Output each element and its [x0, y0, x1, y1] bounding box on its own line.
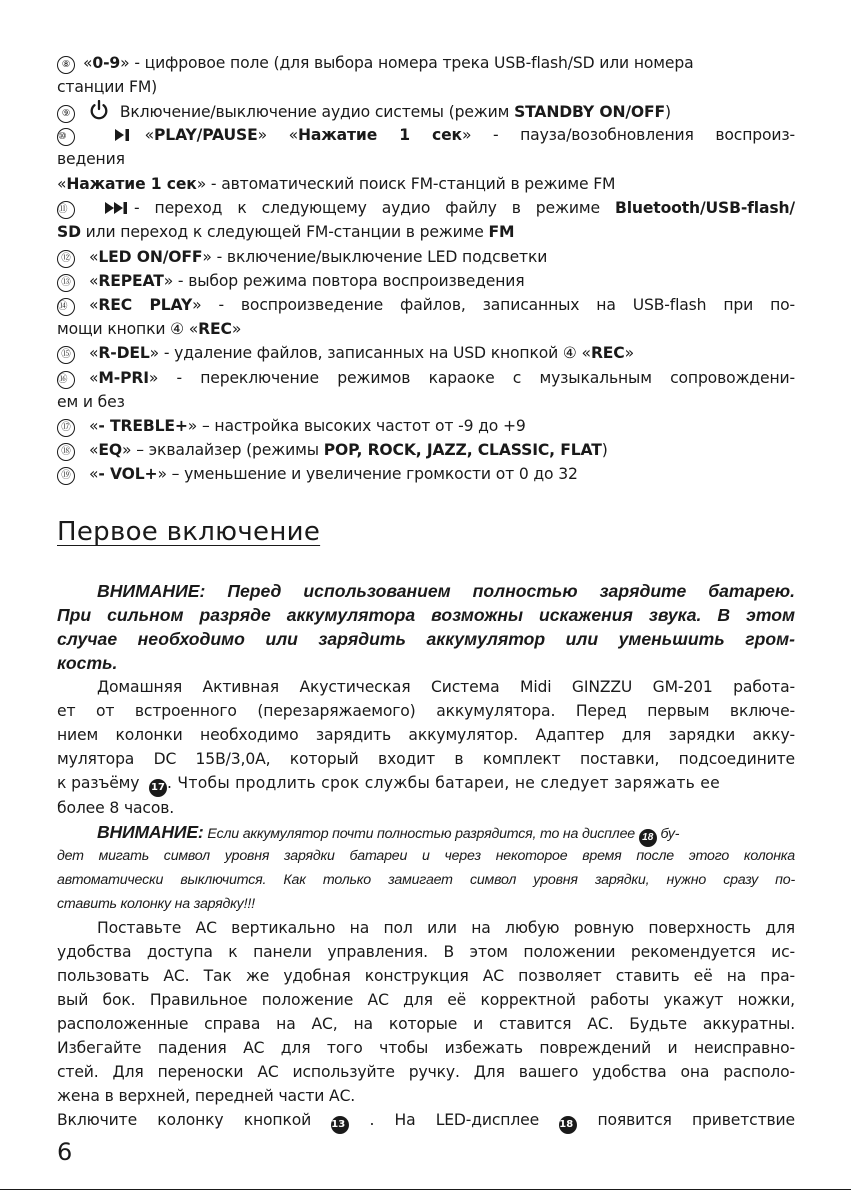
text: » - цифровое поле (для выбора номера трека USB-flash/SD или номера [120, 54, 694, 72]
key-label: PLAY/PAUSE [154, 126, 258, 144]
number-badge: ⑯ [57, 371, 75, 389]
text: » [231, 320, 242, 338]
note-line-4: ставить колонку на зарядку!!! [57, 896, 255, 912]
text: ) [601, 441, 608, 459]
para1-line-4: мулятора DC 15В/3,0А, который входит в комплект поставки, подсоедините [57, 750, 795, 768]
bottom-rule [0, 1189, 851, 1190]
key-label: SD [57, 223, 81, 241]
text: Если аккумулятор почти полностью разрядится, то на дисплее [203, 826, 639, 842]
text: « [57, 175, 67, 193]
text: « [144, 126, 155, 144]
number-badge: ⑭ [57, 298, 75, 316]
para1-line-6: более 8 часов. [57, 799, 175, 817]
text: » - автоматический поиск FM-станций в режиме FM [196, 175, 616, 193]
list-item-14-cont [57, 318, 795, 341]
display-badge-18: 18 [639, 829, 657, 847]
text: » - воспроизведение файлов, записанных на USB-flash при по- [192, 296, 795, 314]
key-label: - VOL+ [98, 465, 158, 483]
text: ем и без [57, 393, 125, 411]
para2-line-4: вый бок. Правильное положение АС для её корректной работы укажут ножки, [57, 991, 795, 1009]
text: » – эквалайзер (режимы [122, 441, 324, 459]
section-title: Первое включение [57, 517, 321, 547]
note-line-3: автоматически выключится. Как только замигает символ уровня зарядки, нужно сразу по- [57, 872, 795, 888]
number-badge: ⑫ [57, 250, 75, 268]
text: или переход к следующей FM-станции в режиме [80, 223, 489, 241]
list-item-11-cont [57, 221, 795, 244]
list-item-19 [57, 463, 795, 486]
warning-line-4: кость. [57, 653, 118, 673]
list-item-17 [57, 415, 795, 438]
text: » - переключение режимов караоке с музыкальным сопровождени- [148, 369, 795, 387]
text: мощи кнопки ④ « [57, 320, 199, 338]
key-label: REPEAT [98, 272, 164, 290]
connector-badge-17: 17 [149, 779, 167, 797]
list-item-16 [57, 367, 795, 390]
para1-line-3: нием колонки необходимо зарядить аккумулятор. Адаптер для зарядки акку- [57, 726, 795, 744]
list-item-10-cont [57, 148, 795, 171]
next-track-icon [104, 200, 130, 216]
text: ведения [57, 150, 125, 168]
number-badge: ⑱ [57, 443, 75, 461]
text: » « [257, 126, 299, 144]
display-badge-18: 18 [559, 1116, 577, 1134]
text: - переход к следующему аудио файлу в режиме [134, 199, 615, 217]
text: » - выбор режима повтора воспроизведения [163, 272, 525, 290]
text: » [624, 344, 634, 362]
para2-line-2: удобства доступа к панели управления. В этом положении рекомендуется ис- [57, 943, 795, 961]
power-icon [88, 100, 110, 120]
text: » – уменьшение и увеличение громкости от 0 до 32 [157, 465, 578, 483]
text: « [89, 369, 99, 387]
list-item-16-cont [57, 391, 795, 414]
list-item-12 [57, 246, 795, 269]
text: Включение/выключение аудио системы (режим [119, 103, 515, 121]
text: к разъёму [57, 774, 140, 792]
para1-line-1: Домашняя Активная Акустическая Система Midi GINZZU GM-201 работа- [97, 678, 795, 696]
list-item-13 [57, 270, 795, 293]
warning-line-2: При сильном разряде аккумулятора возможны искажения звука. В этом [57, 605, 795, 625]
key-label: POP, ROCK, JAZZ, CLASSIC, FLAT [323, 441, 602, 459]
text: ) [665, 103, 671, 121]
list-item-10 [57, 124, 795, 147]
page-number: 6 [57, 1138, 73, 1166]
key-label: - TREBLE+ [98, 417, 188, 435]
key-label: 0-9 [92, 54, 121, 72]
text: « [89, 272, 99, 290]
text: Включите колонку кнопкой [57, 1111, 312, 1129]
number-badge: ⑧ [57, 56, 75, 74]
text: появится приветствие [597, 1111, 795, 1129]
text: » - удаление файлов, записанных на USD кнопкой ④ « [149, 344, 591, 362]
para1-line-2: ет от встроенного (перезаряжаемого) аккумулятора. Перед первым включе- [57, 702, 795, 720]
number-badge: ⑬ [57, 274, 75, 292]
number-badge: ⑰ [57, 419, 75, 437]
list-item-14 [57, 294, 795, 317]
key-label: Bluetooth/USB-flash/ [614, 199, 795, 217]
last-line [57, 1109, 795, 1134]
warning-line-3: случае необходимо или зарядить аккумулятор или уменьшить гром- [57, 629, 795, 649]
para2-line-6: Избегайте падения АС для того чтобы избежать повреждений и неисправно- [57, 1039, 795, 1057]
note-line-2: дет мигать символ уровня зарядки батареи и через некоторое время после этого колонка [57, 848, 795, 864]
note-line-1 [57, 821, 795, 847]
number-badge: ⑨ [57, 105, 75, 123]
key-label: Нажатие 1 сек [298, 126, 462, 144]
text: » – настройка высоких частот от -9 до +9 [187, 417, 526, 435]
text: . Чтобы продлить срок службы батареи, не следует заряжать ее [167, 774, 720, 792]
text: . На LED-дисплее [369, 1111, 540, 1129]
para2-line-5: расположенные справа на АС, на которые и ставится АС. Будьте аккуратны. [57, 1015, 795, 1033]
para2-line-3: пользовать АС. Так же удобная конструкция АС позволяет ставить её на пра- [57, 967, 795, 985]
text: « [89, 344, 99, 362]
text: бу- [656, 826, 680, 842]
key-label: REC [198, 320, 232, 338]
note-label: ВНИМАНИЕ: [97, 822, 204, 842]
number-badge: ⑪ [57, 201, 75, 219]
text: « [89, 441, 99, 459]
para1-line-5 [57, 772, 795, 797]
text: « [89, 417, 99, 435]
text: « [83, 54, 93, 72]
text: « [89, 248, 99, 266]
list-item-8-cont [57, 76, 795, 99]
key-label: REC [590, 344, 625, 362]
number-badge: ⑮ [57, 346, 75, 364]
text: « [89, 296, 99, 314]
key-label: STANDBY ON/OFF [514, 103, 666, 121]
para2-line-8: жена в верхней, передней части АС. [57, 1087, 356, 1105]
key-label: REC PLAY [98, 296, 193, 314]
text: станции FM) [57, 78, 158, 96]
list-item-10-extra [57, 173, 795, 196]
list-item-9 [57, 100, 795, 124]
para2-line-7: стей. Для переноски АС используйте ручку. Для вашего удобства она располо- [57, 1063, 795, 1081]
number-badge: ⑲ [57, 467, 75, 485]
warning-line-1: ВНИМАНИЕ: Перед использованием полностью зарядите батарею. [97, 581, 795, 601]
key-label: EQ [98, 441, 122, 459]
key-label: Нажатие 1 сек [66, 175, 197, 193]
key-label: R-DEL [98, 344, 150, 362]
key-label: FM [488, 223, 515, 241]
list-item-15 [57, 342, 795, 365]
play-pause-icon [113, 127, 131, 143]
text: « [89, 465, 99, 483]
key-label: M-PRI [98, 369, 149, 387]
button-badge-13: 13 [331, 1116, 349, 1134]
list-item-11 [57, 197, 795, 220]
key-label: LED ON/OFF [98, 248, 203, 266]
text: » - включение/выключение LED подсветки [202, 248, 548, 266]
text: » - пауза/возобновления воспроиз- [461, 126, 795, 144]
number-badge: ⑩ [57, 128, 75, 146]
para2-line-1: Поставьте АС вертикально на пол или на любую ровную поверхность для [97, 919, 795, 937]
list-item-18 [57, 439, 795, 462]
list-item-8 [57, 52, 795, 75]
